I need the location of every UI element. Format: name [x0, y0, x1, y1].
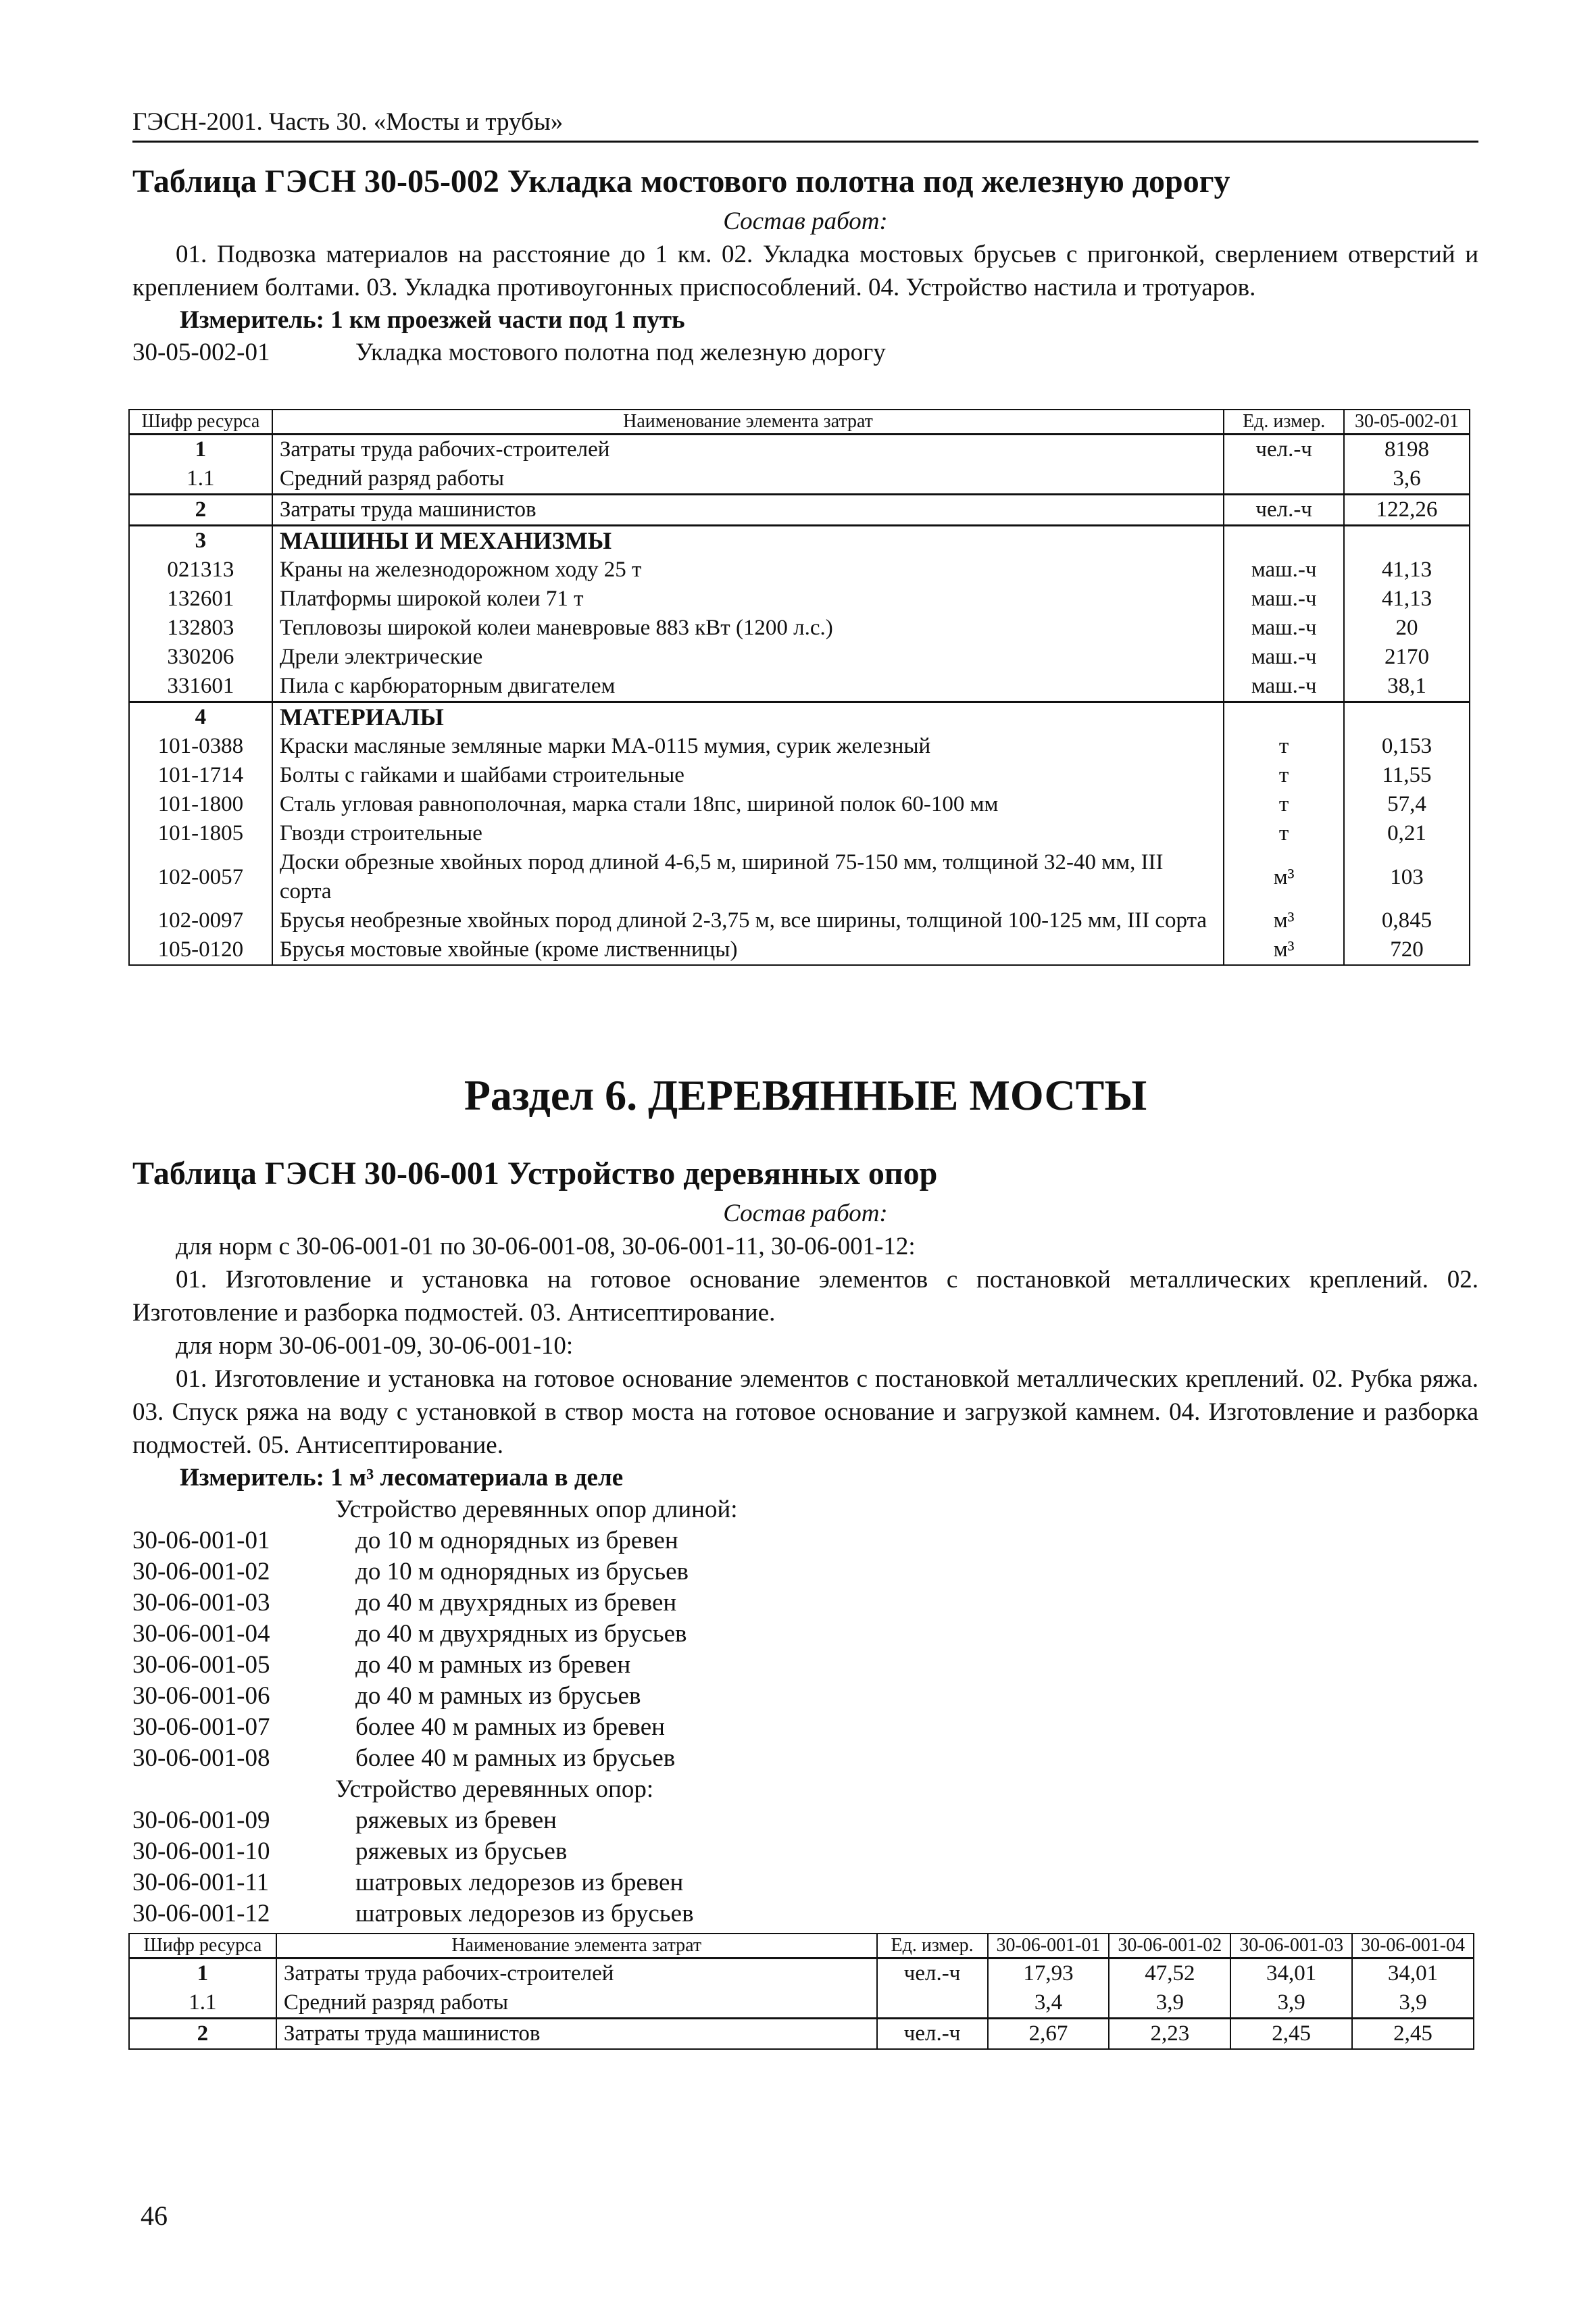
row-value: 0,153 — [1344, 732, 1470, 761]
row-value: 3,9 — [1352, 1988, 1474, 2019]
table1-heading-block — [132, 162, 1478, 369]
norm-description: шатровых ледорезов из бревен — [355, 1869, 684, 1896]
norm-description: более 40 м рамных из бревен — [355, 1713, 665, 1741]
row-value: 103 — [1344, 848, 1470, 906]
list-item — [132, 1681, 1478, 1712]
row-name: Средний разряд работы — [272, 464, 1224, 495]
norm-code: 30-06-001-02 — [132, 1558, 270, 1585]
row-unit: т — [1224, 790, 1344, 819]
table-row — [129, 935, 1470, 965]
table-row — [129, 848, 1470, 906]
list-item — [132, 1712, 1478, 1743]
list-item — [132, 1743, 1478, 1774]
table-row — [129, 790, 1470, 819]
norm-code: 30-06-001-03 — [132, 1589, 270, 1617]
list-item — [132, 1619, 1478, 1650]
table2-group1-head: Устройство деревянных опор длиной: — [335, 1496, 738, 1523]
page-number: 46 — [141, 2200, 168, 2231]
row-code: 1.1 — [129, 1988, 276, 2019]
running-header: ГЭСН-2001. Часть 30. «Мосты и трубы» — [132, 107, 1478, 143]
row-name: Гвозди строительные — [272, 819, 1224, 848]
row-name: Дрели электрические — [272, 643, 1224, 672]
row-unit: чел.-ч — [1224, 495, 1344, 526]
row-unit: м³ — [1224, 906, 1344, 935]
table-row — [129, 702, 1470, 733]
t2-body — [129, 1959, 1474, 2050]
table2-note1: для норм с 30-06-001-01 по 30-06-001-08, 30-06-001-11, 30-06-001-12: — [176, 1233, 916, 1260]
row-unit: маш.-ч — [1224, 672, 1344, 702]
list-item — [132, 1898, 1478, 1929]
table1-code-desc: Укладка мостового полотна под железную дорогу — [355, 339, 886, 366]
norm-code: 30-06-001-09 — [132, 1806, 270, 1834]
row-code: 021313 — [129, 556, 272, 585]
row-value: 34,01 — [1352, 1959, 1474, 1989]
row-value — [1344, 526, 1470, 556]
table2-note2: для норм 30-06-001-09, 30-06-001-10: — [176, 1332, 574, 1360]
row-code: 2 — [129, 2019, 276, 2050]
list-item — [132, 1867, 1478, 1898]
norm-code: 30-06-001-11 — [132, 1869, 270, 1896]
row-code: 101-1805 — [129, 819, 272, 848]
table-row — [129, 2019, 1474, 2050]
t2-header-code: Шифр ресурса — [129, 1934, 276, 1959]
row-value: 3,6 — [1344, 464, 1470, 495]
row-unit: чел.-ч — [877, 2019, 988, 2050]
row-unit — [877, 1988, 988, 2019]
row-value: 38,1 — [1344, 672, 1470, 702]
table-row — [129, 819, 1470, 848]
table-row — [129, 672, 1470, 702]
row-value: 2,45 — [1352, 2019, 1474, 2050]
row-code: 105-0120 — [129, 935, 272, 965]
row-unit: м³ — [1224, 848, 1344, 906]
row-unit: м³ — [1224, 935, 1344, 965]
table2-group2-list — [132, 1805, 1478, 1929]
row-value: 17,93 — [988, 1959, 1109, 1989]
row-code: 101-1714 — [129, 761, 272, 790]
t2-header-name: Наименование элемента затрат — [276, 1934, 877, 1959]
row-name: Краски масляные земляные марки МА-0115 мумия, сурик железный — [272, 732, 1224, 761]
row-value: 34,01 — [1230, 1959, 1352, 1989]
row-unit: маш.-ч — [1224, 585, 1344, 614]
table-row — [129, 435, 1470, 465]
row-value: 57,4 — [1344, 790, 1470, 819]
row-name: Затраты труда машинистов — [272, 495, 1224, 526]
row-value: 20 — [1344, 614, 1470, 643]
row-value: 0,845 — [1344, 906, 1470, 935]
table1-title: Таблица ГЭСН 30-05-002 Укладка мостового полотна под железную дорогу — [132, 164, 1230, 199]
norm-code: 30-06-001-10 — [132, 1838, 270, 1865]
row-code: 330206 — [129, 643, 272, 672]
norm-description: до 40 м двухрядных из брусьев — [355, 1620, 687, 1648]
row-value: 720 — [1344, 935, 1470, 965]
row-value: 0,21 — [1344, 819, 1470, 848]
row-name: Затраты труда рабочих-строителей — [272, 435, 1224, 465]
row-name: Платформы широкой колеи 71 т — [272, 585, 1224, 614]
row-code: 2 — [129, 495, 272, 526]
row-unit: чел.-ч — [1224, 435, 1344, 465]
norm-description: до 10 м однорядных из брусьев — [355, 1558, 689, 1585]
row-value: 41,13 — [1344, 556, 1470, 585]
row-value: 2170 — [1344, 643, 1470, 672]
list-item — [132, 1525, 1478, 1556]
row-code: 1 — [129, 435, 272, 465]
list-item — [132, 1587, 1478, 1619]
row-name: Пила с карбюраторным двигателем — [272, 672, 1224, 702]
norm-description: до 10 м однорядных из бревен — [355, 1527, 678, 1554]
row-value: 47,52 — [1109, 1959, 1230, 1989]
table-row — [129, 1959, 1474, 1989]
row-name: Брусья необрезные хвойных пород длиной 2-3,75 м, все ширины, толщиной 100-125 мм, III сорта — [272, 906, 1224, 935]
row-unit: т — [1224, 819, 1344, 848]
row-value: 3,9 — [1109, 1988, 1230, 2019]
norm-description: до 40 м рамных из брусьев — [355, 1682, 641, 1710]
row-name: Затраты труда рабочих-строителей — [276, 1959, 877, 1989]
list-item — [132, 1650, 1478, 1681]
list-item — [132, 1556, 1478, 1587]
row-unit: чел.-ч — [877, 1959, 988, 1989]
t2-header-col: 30-06-001-01 — [988, 1934, 1109, 1959]
t1-body — [129, 435, 1470, 966]
t2-header-unit: Ед. измер. — [877, 1934, 988, 1959]
row-name: Краны на железнодорожном ходу 25 т — [272, 556, 1224, 585]
row-code: 101-1800 — [129, 790, 272, 819]
norm-code: 30-06-001-01 — [132, 1527, 270, 1554]
row-name: Брусья мостовые хвойные (кроме лиственницы) — [272, 935, 1224, 965]
norm-description: ряжевых из брусьев — [355, 1838, 568, 1865]
table-row — [129, 556, 1470, 585]
norm-code: 30-06-001-07 — [132, 1713, 270, 1741]
norm-description: шатровых ледорезов из брусьев — [355, 1900, 694, 1927]
row-unit: маш.-ч — [1224, 556, 1344, 585]
norm-code: 30-06-001-05 — [132, 1651, 270, 1679]
row-value: 8198 — [1344, 435, 1470, 465]
table2-para1: 01. Изготовление и установка на готовое основание элементов с постановкой металлических креплений. 02. Изготовление и разборка подмостей. 03. Антисептирование. — [132, 1266, 1478, 1327]
row-value: 2,23 — [1109, 2019, 1230, 2050]
table1-code: 30-05-002-01 — [132, 339, 270, 366]
table-row — [129, 732, 1470, 761]
table1-measure: Измеритель: 1 км проезжей части под 1 путь — [180, 306, 685, 334]
table-row — [129, 585, 1470, 614]
row-value: 3,9 — [1230, 1988, 1352, 2019]
row-name: МАТЕРИАЛЫ — [272, 702, 1224, 733]
row-code: 102-0097 — [129, 906, 272, 935]
table-row — [129, 1988, 1474, 2019]
table2-para2: 01. Изготовление и установка на готовое основание элементов с постановкой металлических креплений. 02. Рубка ряжа. 03. Спуск ряжа на воду с установкой в створ моста на готовое основание и загрузкой камнем. 04. Изготовление и разборка подмостей. 05. Антисептирование. — [132, 1365, 1478, 1459]
row-code: 101-0388 — [129, 732, 272, 761]
row-code: 132601 — [129, 585, 272, 614]
row-name: Средний разряд работы — [276, 1988, 877, 2019]
table-row — [129, 614, 1470, 643]
row-value: 11,55 — [1344, 761, 1470, 790]
t2-header-col: 30-06-001-04 — [1352, 1934, 1474, 1959]
table2-group1-list — [132, 1525, 1478, 1774]
table2-title: Таблица ГЭСН 30-06-001 Устройство деревянных опор — [132, 1156, 938, 1191]
t2-header-col: 30-06-001-03 — [1230, 1934, 1352, 1959]
row-code: 331601 — [129, 672, 272, 702]
row-unit: маш.-ч — [1224, 643, 1344, 672]
norm-code: 30-06-001-06 — [132, 1682, 270, 1710]
table1-cost-table — [128, 409, 1470, 966]
row-name: МАШИНЫ И МЕХАНИЗМЫ — [272, 526, 1224, 556]
row-name: Сталь угловая равнополочная, марка стали 18пс, шириной полок 60-100 мм — [272, 790, 1224, 819]
table2-measure: Измеритель: 1 м³ лесоматериала в деле — [180, 1464, 624, 1492]
row-name: Доски обрезные хвойных пород длиной 4-6,5 м, шириной 75-150 мм, толщиной 32-40 мм, III сорта — [272, 848, 1224, 906]
list-item — [132, 1805, 1478, 1836]
row-value: 41,13 — [1344, 585, 1470, 614]
table1-composition-text: 01. Подвозка материалов на расстояние до 1 км. 02. Укладка мостовых брусьев с пригонкой, сверлением отверстий и креплением болтами. 03. Укладка противоугонных приспособлений. 04. Устройство настила и тротуаров. — [132, 241, 1478, 301]
row-name: Затраты труда машинистов — [276, 2019, 877, 2050]
table-row — [129, 464, 1470, 495]
table1-code-line — [132, 337, 1478, 369]
table-row — [129, 526, 1470, 556]
row-code: 1.1 — [129, 464, 272, 495]
t1-header-col1: 30-05-002-01 — [1344, 410, 1470, 435]
row-value: 122,26 — [1344, 495, 1470, 526]
row-unit: маш.-ч — [1224, 614, 1344, 643]
row-value — [1344, 702, 1470, 733]
row-value: 3,4 — [988, 1988, 1109, 2019]
row-unit — [1224, 464, 1344, 495]
norm-description: более 40 м рамных из брусьев — [355, 1744, 676, 1772]
t2-header-col: 30-06-001-02 — [1109, 1934, 1230, 1959]
table-row — [129, 643, 1470, 672]
row-unit — [1224, 526, 1344, 556]
table-row — [129, 906, 1470, 935]
row-code: 3 — [129, 526, 272, 556]
table2-cost-table — [128, 1933, 1474, 2050]
table2-group2-head: Устройство деревянных опор: — [335, 1775, 654, 1803]
row-value: 2,67 — [988, 2019, 1109, 2050]
table2-heading-block — [132, 1154, 1478, 1929]
row-code: 1 — [129, 1959, 276, 1989]
row-value: 2,45 — [1230, 2019, 1352, 2050]
t1-header-name: Наименование элемента затрат — [272, 410, 1224, 435]
norm-description: до 40 м двухрядных из бревен — [355, 1589, 677, 1617]
row-name: Тепловозы широкой колеи маневровые 883 кВт (1200 л.с.) — [272, 614, 1224, 643]
norm-code: 30-06-001-08 — [132, 1744, 270, 1772]
list-item — [132, 1836, 1478, 1867]
table-row — [129, 761, 1470, 790]
row-unit: т — [1224, 761, 1344, 790]
row-unit — [1224, 702, 1344, 733]
row-code: 132803 — [129, 614, 272, 643]
norm-description: до 40 м рамных из бревен — [355, 1651, 631, 1679]
t1-header-unit: Ед. измер. — [1224, 410, 1344, 435]
norm-code: 30-06-001-12 — [132, 1900, 270, 1927]
row-name: Болты с гайками и шайбами строительные — [272, 761, 1224, 790]
norm-description: ряжевых из бревен — [355, 1806, 557, 1834]
norm-code: 30-06-001-04 — [132, 1620, 270, 1648]
row-unit: т — [1224, 732, 1344, 761]
t1-header-code: Шифр ресурса — [129, 410, 272, 435]
table1-composition-label: Состав работ: — [723, 207, 888, 235]
table2-composition-label: Состав работ: — [723, 1200, 888, 1227]
table-row — [129, 495, 1470, 526]
row-code: 4 — [129, 702, 272, 733]
section-title: Раздел 6. ДЕРЕВЯННЫЕ МОСТЫ — [464, 1071, 1147, 1119]
row-code: 102-0057 — [129, 848, 272, 906]
